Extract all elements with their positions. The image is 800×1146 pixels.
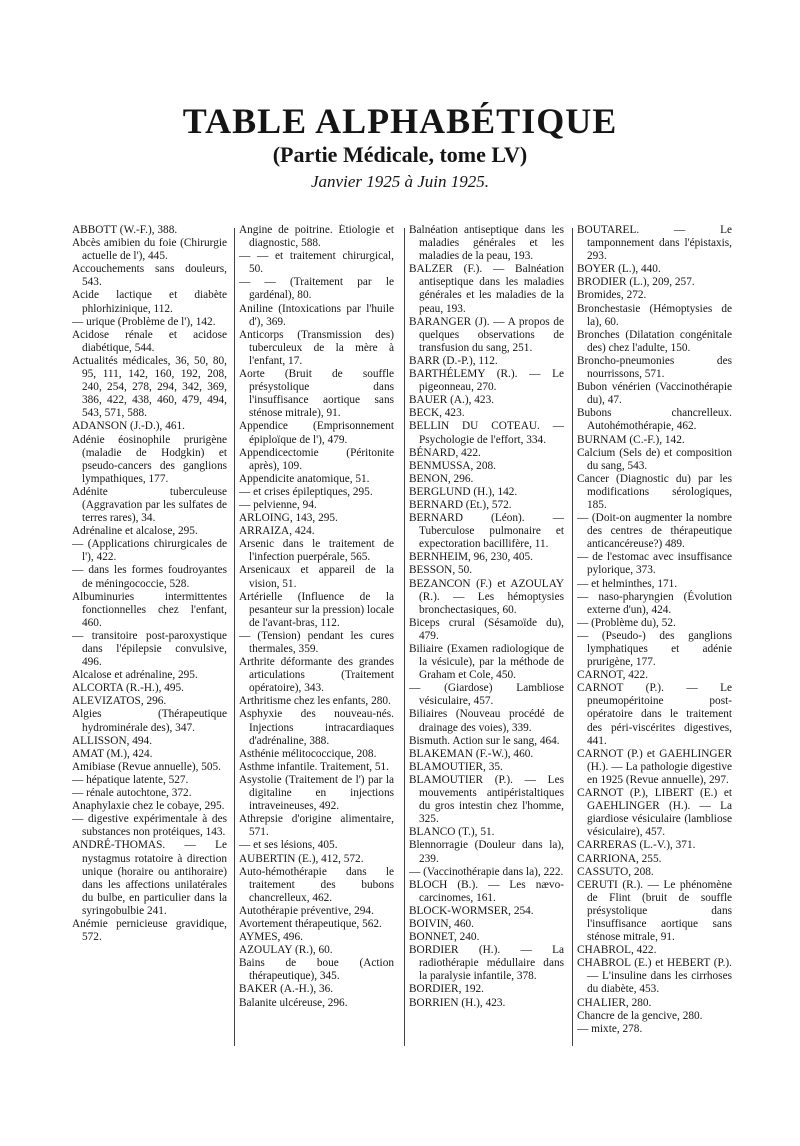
index-entry: Adrénaline et alcalose, 295. [72,525,198,538]
index-entry: Broncho-pneumonies des nourrissons, 571. [577,354,732,381]
index-entry: — digestive expérimentale à des substances non protéiques, 143. [72,813,227,839]
index-entry: BECK, 423. [409,407,465,420]
index-entry: CERUTI (R.). — Le phénomène de Flint (bruit de souffle présystolique dans l'insuffisance aortique sans sténose mitrale, 91. [577,878,732,944]
index-entry: Appendice (Emprisonnement épiploïque de l'), 479. [239,420,394,446]
index-entry: — — (Traitement par le gardénal), 80. [239,276,394,302]
index-entry: Amibiase (Revue annuelle), 505. [72,760,222,773]
index-entry: Bains de boue (Action thérapeutique), 345. [239,957,394,983]
index-entry: BOYER (L.), 440. [577,263,661,276]
index-entry: Autothérapie préventive, 294. [239,904,374,917]
index-entry: Accouchements sans douleurs, 543. [72,263,227,289]
index-entry: BEZANCON (F.) et AZOULAY (R.). — Les hémoptysies bronchectasiques, 60. [409,577,564,616]
index-entry: AUBERTIN (E.), 412, 572. [239,852,364,865]
index-column-4 [577,224,732,1054]
index-entry: Arthritisme chez les enfants, 280. [239,695,391,708]
index-entry: Bismuth. Action sur le sang, 464. [409,734,560,747]
index-entry: Angine de poitrine. Étiologie et diagnostic, 588. [239,224,394,250]
index-entry: — de l'estomac avec insuffisance pylorique, 373. [577,551,732,577]
index-entry: CHALIER, 280. [577,996,652,1009]
index-entry: BARANGER (J). — A propos de quelques observations de transfusion du sang, 251. [409,315,564,354]
index-entry: Blennorragie (Douleur dans la), 239. [409,839,564,865]
index-entry: CARNOT (P.), LIBERT (E.) et GAEHLINGER (H.). — La giardiose vésiculaire (lambliose vésiculaire), 457. [577,787,732,839]
index-entry: Algies (Thérapeutique hydrominérale des), 347. [72,708,227,734]
index-entry: Acidose rénale et acidose diabétique, 544. [72,328,227,354]
index-entry: BENMUSSA, 208. [409,459,496,472]
index-entry: BARR (D.-P.), 112. [409,354,498,367]
index-entry: Balnéation antiseptique dans les maladies générales et les maladies de la peau, 193. [409,224,564,263]
index-entry: Acide lactique et diabète phlorhizinique, 112. [72,289,227,315]
index-entry: BALZER (F.). — Balnéation antiseptique dans les maladies générales et les maladies de la peau, 193. [409,263,564,315]
index-entry: Arthrite déformante des grandes articulations (Traitement opératoire), 343. [239,656,394,695]
index-entry: Asthme infantile. Traitement, 51. [239,760,389,773]
index-entry: Arsenic dans le traitement de l'infection puerpérale, 565. [239,538,394,564]
index-entry: BORDIER, 192. [409,983,485,996]
index-entry: Biliaire (Examen radiologique de la vésicule), par la méthode de Graham et Cole, 450. [409,643,564,682]
index-entry: Arsenicaux et appareil de la vision, 51. [239,564,394,590]
index-entry: Anaphylaxie chez le cobaye, 295. [72,800,225,813]
index-entry: ADANSON (J.-D.), 461. [72,420,185,433]
index-entry: Alcalose et adrénaline, 295. [72,669,198,682]
index-entry: Aniline (Intoxications par l'huile d'), 369. [239,302,394,328]
index-entry: — urique (Problème de l'), 142. [72,315,216,328]
index-entry: AYMES, 496. [239,931,303,944]
index-entry: Albuminuries intermittentes fonctionnelles chez l'enfant, 460. [72,590,227,629]
index-entry: BRODIER (L.), 209, 257. [577,276,695,289]
index-entry: — pelvienne, 94. [239,498,317,511]
column-rule [404,228,405,1046]
index-entry: BLAKEMAN (F.-W.), 460. [409,747,534,760]
index-entry: — (Vaccinothérapie dans la), 222. [409,865,564,878]
dateline: Janvier 1925 à Juin 1925. [311,172,489,191]
index-entry: Auto-hémothérapie dans le traitement des bubons chancrelleux, 462. [239,865,394,904]
index-entry: — transitoire post-paroxystique dans l'épilepsie convulsive, 496. [72,629,227,669]
index-entry: Asystolie (Traitement de l') par la digitaline en injections intraveineuses, 492. [239,773,394,813]
index-entry: Appendicectomie (Péritonite après), 109. [239,446,394,472]
index-entry: AZOULAY (R.), 60. [239,944,333,957]
index-entry: Adénite tuberculeuse (Aggravation par les sulfates de terres rares), 34. [72,485,227,525]
index-entry: — et helminthes, 171. [577,577,678,590]
index-entry: — dans les formes foudroyantes de méningococcie, 528. [72,564,227,590]
index-entry: Appendicite anatomique, 51. [239,472,370,485]
index-column-3 [409,224,564,1054]
index-entry: BONNET, 240. [409,931,480,944]
page-subtitle: (Partie Médicale, tome LV) [272,142,528,167]
index-entry: BOUTAREL. — Le tamponnement dans l'épistaxis, 293. [577,224,732,263]
index-entry: Bronchestasie (Hémoptysies de la), 60. [577,302,732,328]
index-entry: BERNHEIM, 96, 230, 405. [409,551,533,564]
index-entry: AMAT (M.), 424. [72,747,153,760]
index-entry: CHABROL (E.) et HEBERT (P.). — L'insuline dans les cirrhoses du diabète, 453. [577,957,732,996]
index-entry: Actualités médicales, 36, 50, 80, 95, 111, 142, 160, 192, 208, 240, 254, 278, 294, 342, 369, 386, 422, 438, 460, 479, 494, 543, 571, 588. [72,354,227,420]
index-entry: BOIVIN, 460. [409,917,474,930]
index-entry: BERNARD (Et.), 572. [409,498,512,511]
index-entry: — (Doit-on augmenter la nombre des centres de thérapeutique anticancéreuse?) 489. [577,512,732,551]
index-entry: — (Applications chirurgicales de l'), 422. [72,538,227,564]
index-column-2 [239,224,394,1054]
index-entry: Asphyxie des nouveau-nés. Injections intracardiaques d'adrénaline, 388. [239,708,394,747]
index-entry: Adénie éosinophile prurigène (maladie de Hodgkin) et pseudo-cancers des ganglions lympathiques, 177. [72,433,227,485]
index-entry: BELLIN DU COTEAU. — Psychologie de l'effort, 334. [409,420,564,446]
index-entry: ARLOING, 143, 295. [239,512,338,525]
index-entry: Avortement thérapeutique, 562. [239,917,382,930]
index-entry: Bronches (Dilatation congénitale des) chez l'adulte, 150. [577,328,732,354]
index-entry: BÉNARD, 422. [409,446,481,459]
index-entry: — hépatique latente, 527. [72,773,189,786]
index-entry: BLOCH (B.). — Les nævo-carcinomes, 161. [409,878,564,904]
index-entry: — rénale autochtone, 372. [72,787,192,800]
index-entry: Chancre de la gencive, 280. [577,1009,703,1022]
page-title: TABLE ALPHABÉTIQUE [182,101,618,141]
index-entry: CARRIONA, 255. [577,852,662,865]
column-rule [572,228,573,1046]
index-entry: ARRAIZA, 424. [239,525,315,538]
index-entry: CARNOT (P.) et GAEHLINGER (H.). — La pathologie digestive en 1925 (Revue annuelle), 297. [577,747,732,786]
index-entry: BORRIEN (H.), 423. [409,996,506,1009]
index-entry: Abcès amibien du foie (Chirurgie actuelle de l'), 445. [72,237,227,263]
index-entry: ANDRÉ-THOMAS. — Le nystagmus rotatoire à direction unique (horaire ou antihoraire) dans les affections unilatérales du bulbe, en particulier dans la syringobulbie 241. [72,839,227,917]
index-entry: BLANCO (T.), 51. [409,826,495,839]
index-entry: — mixte, 278. [577,1022,643,1035]
index-entry: BURNAM (C.-F.), 142. [577,433,685,446]
index-entry: ALLISSON, 494. [72,734,153,747]
index-entry: Calcium (Sels de) et composition du sang, 543. [577,446,732,472]
index-entry: Bromides, 272. [577,289,647,302]
index-column-1 [72,224,227,1054]
column-rule [234,228,235,1046]
index-entry: — (Giardose) Lambliose vésiculaire, 457. [409,682,564,708]
index-entry: BENON, 296. [409,472,474,485]
index-entry: Athrepsie d'origine alimentaire, 571. [239,813,394,839]
index-entry: BERNARD (Léon). — Tuberculose pulmonaire et expectoration bacillifère, 11. [409,512,564,551]
index-entry: Asthénie mélitococcique, 208. [239,747,377,760]
index-entry: BLAMOUTIER, 35. [409,760,503,773]
index-entry: BLOCK-WORMSER, 254. [409,904,534,917]
index-entry: Balanite ulcéreuse, 296. [239,996,348,1009]
index-entry: — (Problème du), 52. [577,616,676,629]
index-entry: Cancer (Diagnostic du) par les modifications sérologiques, 185. [577,472,732,511]
index-entry: ABBOTT (W.-F.), 388. [72,224,178,236]
index-entry: Biliaires (Nouveau procédé de drainage des voies), 339. [409,708,564,734]
index-entry: Anémie pernicieuse gravidique, 572. [72,917,227,944]
index-entry: Biceps crural (Sésamoïde du), 479. [409,616,564,642]
index-entry: Bubon vénérien (Vaccinothérapie du), 47. [577,381,732,407]
index-entry: Aorte (Bruit de souffle présystolique dans l'insuffisance aortique sans sténose mitrale), 91. [239,368,394,420]
index-entry: BESSON, 50. [409,564,473,577]
index-entry: CASSUTO, 208. [577,865,654,878]
index-entry: BORDIER (H.). — La radiothérapie médullaire dans la paralysie infantile, 378. [409,944,564,983]
index-entry: — (Pseudo-) des ganglions lymphatiques et adénie prurigène, 177. [577,629,732,669]
index-entry: BERGLUND (H.), 142. [409,485,518,498]
index-entry: — (Tension) pendant les cures thermales, 359. [239,629,394,655]
index-entry: ALCORTA (R.-H.), 495. [72,682,185,695]
index-entry: Anticorps (Transmission des) tuberculeux de la mère à l'enfant, 17. [239,328,394,367]
index-entry: CARNOT, 422. [577,669,649,682]
index-entry: — et crises épileptiques, 295. [239,485,373,498]
index-entry: BAUER (A.), 423. [409,394,495,407]
index-entry: ALEVIZATOS, 296. [72,695,167,708]
index-entry: CARNOT (P.). — Le pneumopéritoine post-opératoire dans le traitement des péri-viscérites digestives, 441. [577,682,732,747]
index-entry: CARRERAS (L.-V.), 371. [577,839,696,852]
index-entry: BLAMOUTIER (P.). — Les mouvements antipéristaltiques du gros intestin chez l'homme, 325. [409,773,564,826]
index-entry: — et ses lésions, 405. [239,839,338,852]
index-entry: BARTHÉLEMY (R.). — Le pigeonneau, 270. [409,368,564,394]
index-entry: — — et traitement chirurgical, 50. [239,250,394,276]
index-entry: Bubons chancrelleux. Autohémothérapie, 462. [577,407,732,433]
index-entry: CHABROL, 422. [577,944,657,957]
index-entry: — naso-pharyngien (Évolution externe d'un), 424. [577,590,732,616]
index-entry: BAKER (A.-H.), 36. [239,983,334,996]
index-entry: Artérielle (Influence de la pesanteur sur la pression) locale de l'avant-bras, 112. [239,590,394,629]
